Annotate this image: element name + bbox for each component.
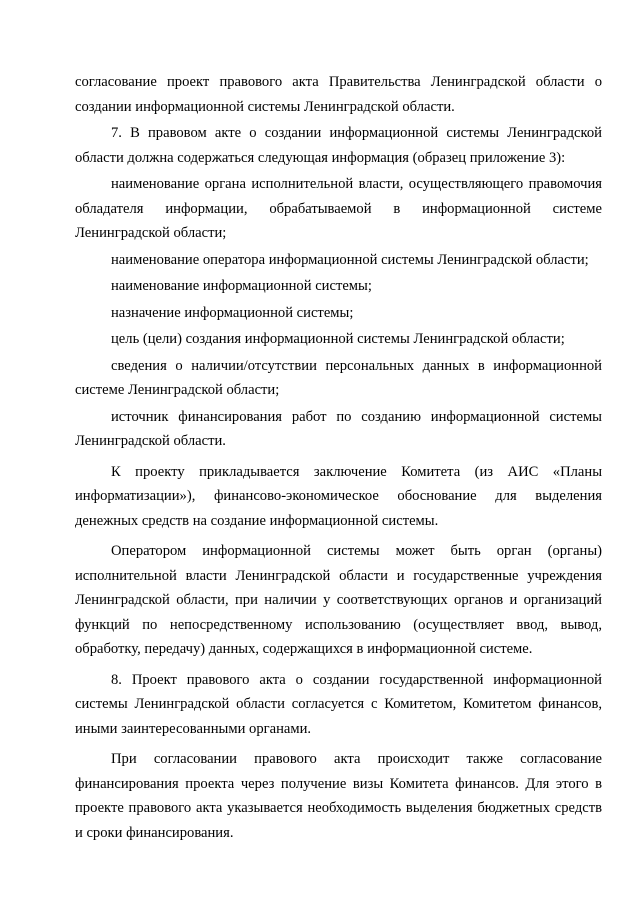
- paragraph-financing: При согласовании правового акта происходит также согласование финансирования проекта через получение визы Комитета финансов. Для этого в проекте правового акта указывается необходимость выделения бюджетных средств и сроки финансирования.: [75, 751, 602, 841]
- paragraph-item-7: 7. В правовом акте о создании информационной системы Ленинградской области должна содержаться следующая информация (образец приложение 3):: [75, 125, 602, 166]
- paragraph-info-funding: источник финансирования работ по созданию информационной системы Ленинградской области.: [75, 408, 602, 449]
- paragraph-attachments: К проекту прикладывается заключение Комитета (из АИС «Планы информатизации»), финансово-экономическое обоснование для выделения денежных средств на создание информационной системы.: [75, 463, 602, 529]
- paragraph-info-operator: наименование оператора информационной системы Ленинградской области;: [111, 251, 589, 268]
- document-page: [75, 70, 602, 845]
- paragraph-continuation: согласование проект правового акта Правительства Ленинградской области о создании информационной системы Ленинградской области.: [75, 74, 602, 115]
- paragraph-info-goal: цель (цели) создания информационной системы Ленинградской области;: [111, 331, 565, 347]
- paragraph-operator: Оператором информационной системы может быть орган (органы) исполнительной власти Ленинградской области и государственные учреждения Ленинградской области, при наличии у соответствующих органов и организаций функций по непосредственному использованию (осуществляет ввод, вывод, обработку, передачу) данных, содержащихся в информационной системе.: [75, 543, 602, 657]
- paragraph-info-owner: наименование органа исполнительной власти, осуществляющего правомочия обладателя информации, обрабатываемой в информационной системе Ленинградской области;: [75, 176, 602, 241]
- paragraph-info-personal-data: сведения о наличии/отсутствии персональных данных в информационной системе Ленинградской области;: [75, 357, 602, 398]
- paragraph-item-8: 8. Проект правового акта о создании государственной информационной системы Ленинградской области согласуется с Комитетом, Комитетом финансов, иными заинтересованными органами.: [75, 671, 602, 737]
- paragraph-info-name: наименование информационной системы;: [111, 278, 372, 294]
- paragraph-info-purpose: назначение информационной системы;: [111, 304, 354, 321]
